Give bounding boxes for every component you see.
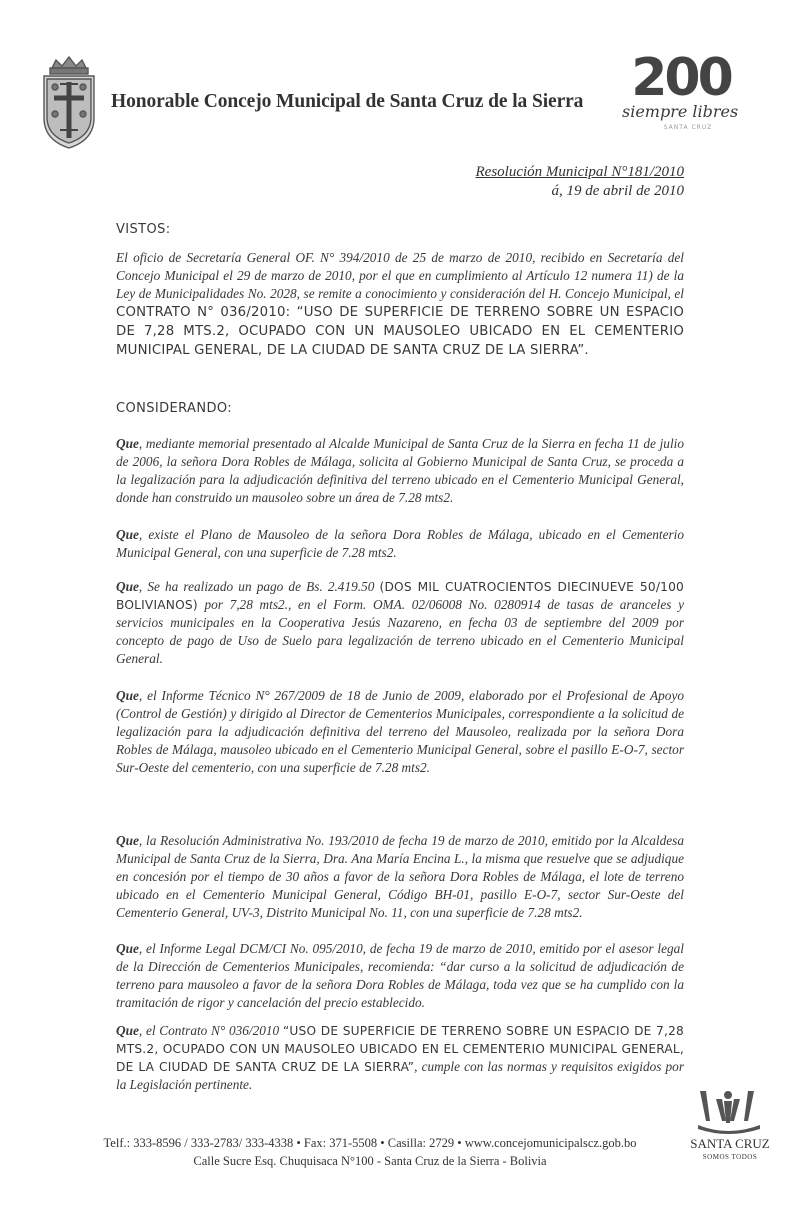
que-lead: Que: [116, 1023, 139, 1038]
considerando-paragraph: [116, 435, 684, 507]
que-lead: Que: [116, 688, 139, 703]
que-lead: Que: [116, 579, 139, 594]
footer-contact: Telf.: 333-8596 / 333-2783/ 333-4338 • Fax: 371-5508 • Casilla: 2729 • www.concejomunicipalscz.gob.bo: [103, 1136, 637, 1150]
vistos-contract: CONTRATO N° 036/2010: “USO DE SUPERFICIE DE TERRENO SOBRE UN ESPACIO DE 7,28 MTS.2, OCUPADO CON UN MAUSOLEO UBICADO EN EL CEMENTERIO MUNICIPAL GENERAL, DE LA CIUDAD DE SANTA CRUZ DE LA SIERRA”.: [116, 305, 684, 358]
vistos-intro: El oficio de Secretaría General OF. N° 394/2010 de 25 de marzo de 2010, recibido en Secretaría del Concejo Municipal el 29 de marzo de 2010, por el que en cumplimiento al Artículo 12 numera 11) de la Ley de Municipalidades No. 2028, se remite a conocimiento y consideración del H. Concejo Municipal, el: [116, 250, 684, 301]
people-figures-icon: [690, 1085, 770, 1137]
paragraph-text: , el Informe Legal DCM/CI No. 095/2010, de fecha 19 de marzo de 2010, emitido por el asesor legal de la Dirección de Cementerios Municipales, recomienda: “dar curso a la solicitud de adjudicación de terreno para mausoleo a favor de la señora Dora Robles de Málaga, toda vez que se ha cumplido con la tramitación de rigor y cancelación del precio establecido.: [116, 941, 684, 1010]
considerando-paragraph: [116, 526, 684, 562]
que-lead: Que: [116, 941, 139, 956]
santa-cruz-tagline: SOMOS TODOS: [702, 1153, 758, 1161]
considerando-paragraph: [116, 940, 684, 1012]
considerando-heading: CONSIDERANDO:: [116, 401, 233, 416]
vistos-paragraph: [116, 249, 684, 360]
amount-in-words: (DOS MIL CUATROCIENTOS DIECINUEVE 50/100 BOLIVIANOS): [116, 580, 684, 612]
resolution-title: Resolución Municipal N°181/2010: [475, 164, 684, 180]
contract-title: “USO DE SUPERFICIE DE TERRENO SOBRE UN ESPACIO DE 7,28 MTS.2, OCUPADO CON UN MAUSOLEO UBICADO EN EL CEMENTERIO MUNICIPAL GENERAL, DE LA CIUDAD DE SANTA CRUZ DE LA SIERRA”: [116, 1024, 684, 1074]
paragraph-text: , el Informe Técnico N° 267/2009 de 18 de Junio de 2009, elaborado por el Profesional de Apoyo (Control de Gestión) y dirigido al Director de Cementerios Municipales, correspondiente a la solicitud de legalización para la adjudicación definitiva del terreno del Mausoleo, realizada por la señora Dora Robles de Málaga, mausoleo ubicado en el Cementerio Municipal General, sobre el pasillo E-O-7, sector Sur-Oeste del cementerio, con una superficie de 7.28 mts2.: [116, 688, 684, 775]
coat-of-arms-icon: [38, 54, 100, 150]
considerando-paragraph: [116, 832, 684, 922]
bicentennial-motto: siempre libres: [622, 102, 739, 121]
que-lead: Que: [116, 436, 139, 451]
bicentennial-number: 200: [631, 48, 731, 108]
paragraph-text: , el Contrato N° 036/2010: [138, 1023, 283, 1038]
considerando-paragraph: [116, 578, 684, 668]
bicentennial-subtitle: SANTA CRUZ: [663, 124, 713, 131]
santa-cruz-logo: [690, 1085, 770, 1171]
council-name: Honorable Concejo Municipal de Santa Cruz de la Sierra: [111, 91, 584, 112]
resolution-date: á, 19 de abril de 2010: [551, 183, 684, 199]
paragraph-text: , la Resolución Administrativa No. 193/2010 de fecha 19 de marzo de 2010, emitido por la Alcaldesa Municipal de Santa Cruz de la Sierra, Dra. Ana María Encina L., la misma que resuelve que se adjudique en concesión por el tiempo de 30 años a favor de la señora Dora Robles de Málaga, el lote de terreno ubicado en el Cementerio Municipal General, Código BH-01, pasillo E-O-7, sector Sur-Oeste del Cementerio General, UV-3, Distrito Municipal No. 11, con una superficie de 7.28 mts2.: [116, 833, 684, 920]
paragraph-text: , mediante memorial presentado al Alcalde Municipal de Santa Cruz de la Sierra en fecha 11 de julio de 2006, la señora Dora Robles de Málaga, solicita al Gobierno Municipal de Santa Cruz, se proceda a la legalización para la adjudicación definitiva del terreno ubicado en el Cementerio Municipal General, donde han construido un mausoleo sobre un área de 7.28 mts2.: [116, 436, 684, 505]
paragraph-text: , cumple con las normas y requisitos exigidos por la Legislación pertinente.: [116, 1059, 684, 1092]
footer-address: Calle Sucre Esq. Chuquisaca N°100 - Santa Cruz de la Sierra - Bolivia: [193, 1154, 547, 1168]
paragraph-text: , Se ha realizado un pago de Bs. 2.419.50: [138, 579, 380, 594]
que-lead: Que: [116, 833, 139, 848]
paragraph-text: por 7,28 mts2., en el Form. OMA. 02/06008 No. 0280914 de tasas de aranceles y servicios municipales en la Cooperativa Jesús Nazareno, en fecha 03 de septiembre del 2009 por concepto de pago de Uso de Suelo para legalización de terreno ubicado en el Cementerio Municipal General.: [116, 597, 684, 666]
considerando-paragraph: [116, 1022, 684, 1094]
paragraph-text: , existe el Plano de Mausoleo de la señora Dora Robles de Málaga, ubicado en el Cementerio Municipal General, con una superficie de 7.28 mts2.: [116, 527, 684, 560]
considerando-paragraph: [116, 687, 684, 777]
que-lead: Que: [116, 527, 139, 542]
bicentennial-logo: [618, 50, 748, 134]
vistos-heading: VISTOS:: [116, 222, 171, 237]
santa-cruz-name: SANTA CRUZ: [690, 1136, 770, 1151]
resolution-heading: [476, 163, 684, 201]
